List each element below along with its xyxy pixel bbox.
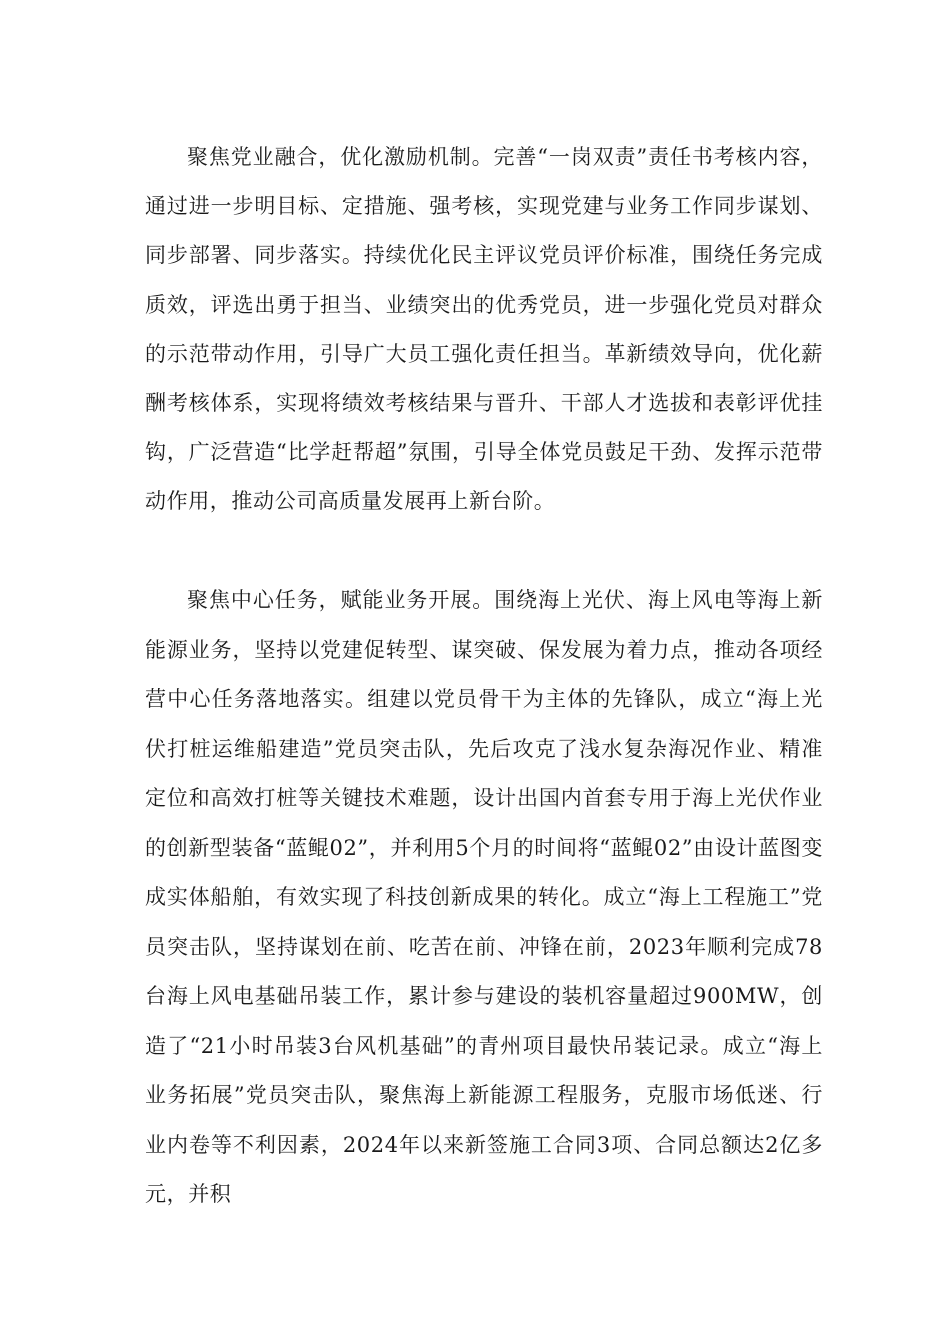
paragraph-text: 聚焦党业融合，优化激励机制。完善“一岗双责”责任书考核内容，通过进一步明目标、定措施、强考核，实现党建与业务工作同步谋划、同步部署、同步落实。持续优化民主评议党员评价标准，围绕任务完成质效，评选出勇于担当、业绩突出的优秀党员，进一步强化党员对群众的示范带动作用，引导广大员工强化责任担当。革新绩效导向，优化薪酬考核体系，实现将绩效考核结果与晋升、干部人才选拔和表彰评优挂钩，广泛营造“比学赶帮超”氛围，引导全体党员鼓足干劲、发挥示范带动作用，推动公司高质量发展再上新台阶。 [145,145,823,514]
paragraph-incentive-mechanism [145,133,823,527]
paragraph-central-tasks [145,576,823,1220]
paragraph-text: 聚焦中心任务，赋能业务开展。围绕海上光伏、海上风电等海上新能源业务，坚持以党建促转型、谋突破、保发展为着力点，推动各项经营中心任务落地落实。组建以党员骨干为主体的先锋队，成立“海上光伏打桩运维船建造”党员突击队，先后攻克了浅水复杂海况作业、精准定位和高效打桩等关键技术难题，设计出国内首套专用于海上光伏作业的创新型装备“蓝鲲02”，并利用5个月的时间将“蓝鲲02”由设计蓝图变成实体船舶，有效实现了科技创新成果的转化。成立“海上工程施工”党员突击队，坚持谋划在前、吃苦在前、冲锋在前，2023年顺利完成78台海上风电基础吊装工作，累计参与建设的装机容量超过900MW，创造了“21小时吊装3台风机基础”的青州项目最快吊装记录。成立“海上业务拓展”党员突击队，聚焦海上新能源工程服务，克服市场低迷、行业内卷等不利因素，2024年以来新签施工合同3项、合同总额达2亿多元，并积 [145,588,823,1206]
